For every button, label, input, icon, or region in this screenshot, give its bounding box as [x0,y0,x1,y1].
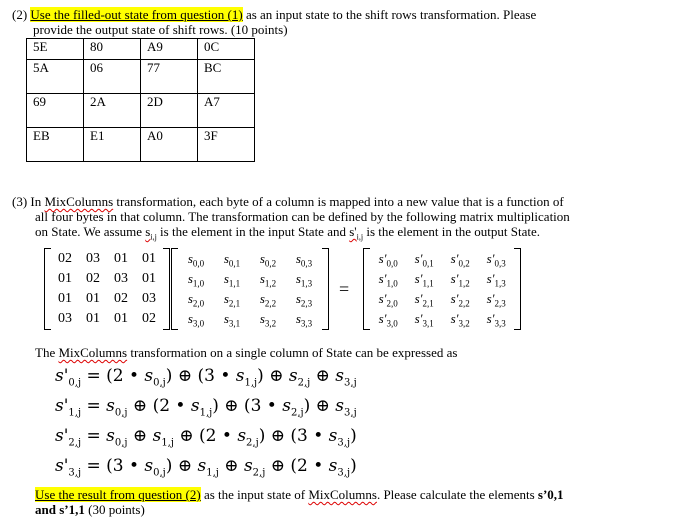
matrix-cell: $s_{3,3}$ [295,311,313,329]
points-text: (30 points) [84,502,145,517]
sij-symbol: s [145,224,151,239]
q3-line3 [35,224,540,245]
left-bracket [363,248,370,330]
q2-state-table [26,38,255,162]
table-cell: A9 [141,39,198,60]
table-cell: 80 [84,39,141,60]
table-row [27,94,255,128]
final-highlight: Use the result from question (2) [35,487,201,502]
q3-text: is the element in the output State. [363,224,541,239]
final-line1 [35,487,564,502]
input-state-matrix [171,248,329,330]
table-cell: 69 [27,94,84,128]
table-cell: 0C [198,39,255,60]
matrix-cell: 01 [58,291,72,306]
table-cell: 5A [27,60,84,94]
equation-row-2: $s'_{2,j} = s_{0,j}$ ⊕ $s_{1,j}$ ⊕ (2 • $s_{2,j}$) ⊕ (3 • $s_{3,j}$) [55,426,357,449]
matrix-cell: 01 [114,311,128,326]
final-line2 [35,502,145,517]
q3-text: on State. We assume [35,224,146,239]
left-bracket [44,248,51,330]
matrix-cell: $s'_{2,3}$ [486,291,506,309]
matrix-cell: $s'_{1,3}$ [486,271,506,289]
table-cell: 2D [141,94,198,128]
matrix-cell: $s_{3,1}$ [223,311,241,329]
table-cell: 77 [141,60,198,94]
single-column-intro [35,345,457,360]
q3-text: The [35,345,59,360]
matrix-cell: $s'_{3,1}$ [414,311,434,329]
matrix-cell: 01 [142,271,156,286]
table-cell: 5E [27,39,84,60]
table-cell: EB [27,128,84,162]
target-element-s11: and s’1,1 [35,502,85,517]
matrix-cell: 01 [86,291,100,306]
matrix-cell: $s_{2,2}$ [259,291,277,309]
right-bracket [514,248,521,330]
matrix-cell: 03 [114,271,128,286]
table-cell: 2A [84,94,141,128]
spij-sub: i,j [356,232,364,242]
matrix-cell: 03 [86,251,100,266]
table-cell: 3F [198,128,255,162]
equals-sign: = [339,278,350,299]
sij-sub: i,j [150,232,157,242]
matrix-cell: $s'_{2,2}$ [450,291,470,309]
equation-row-0: $s'_{0,j} = (2$ • $s_{0,j}$) ⊕ (3 • $s_{1,j}$) ⊕ $s_{2,j}$ ⊕ $s_{3,j}$ [55,366,357,389]
table-cell: A7 [198,94,255,128]
matrix-cell: 02 [86,271,100,286]
matrix-cell: $s'_{1,1}$ [414,271,434,289]
spij-symbol: s' [349,224,357,239]
matrix-cell: 03 [58,311,72,326]
right-bracket [163,248,170,330]
q3-text: transformation, each byte of a column is mapped into a new value that is a function of [113,194,564,209]
q2-line2-text: provide the output state of shift rows. (10 points) [33,22,288,37]
matrix-cell: $s'_{2,1}$ [414,291,434,309]
q3-number: (3) [12,194,28,209]
table-row [27,128,255,162]
matrix-cell: $s_{0,1}$ [223,251,241,269]
matrix-cell: $s_{0,3}$ [295,251,313,269]
matrix-cell: 02 [114,291,128,306]
q3-line2 [35,209,570,224]
matrix-cell: $s'_{2,0}$ [378,291,398,309]
matrix-cell: 01 [114,251,128,266]
matrix-cell: $s_{1,1}$ [223,271,241,289]
q3-line1 [12,194,564,209]
table-cell: BC [198,60,255,94]
mixcolumns-term: MixColumns [308,487,377,502]
matrix-cell: $s_{3,0}$ [187,311,205,329]
equation-row-1: $s'_{1,j} = s_{0,j}$ ⊕ (2 • $s_{1,j}$) ⊕ (3 • $s_{2,j}$) ⊕ $s_{3,j}$ [55,396,357,419]
matrix-cell: $s_{1,0}$ [187,271,205,289]
matrix-equation [44,245,521,333]
table-row [27,39,255,60]
matrix-cell: 01 [58,271,72,286]
coefficient-matrix [44,248,170,330]
right-bracket [322,248,329,330]
table-cell: 06 [84,60,141,94]
matrix-cell: $s_{1,3}$ [295,271,313,289]
table-cell: A0 [141,128,198,162]
spij-term [349,224,364,242]
matrix-cell: $s_{1,2}$ [259,271,277,289]
q2-number: (2) [12,7,28,22]
matrix-cell: $s'_{1,0}$ [378,271,398,289]
table-cell: E1 [84,128,141,162]
matrix-cell: $s'_{1,2}$ [450,271,470,289]
matrix-cell: $s'_{3,2}$ [450,311,470,329]
matrix-cell: $s'_{0,3}$ [486,251,506,269]
matrix-cell: $s'_{0,2}$ [450,251,470,269]
matrix-cell: $s_{3,2}$ [259,311,277,329]
q3-text: is the element in the input State and [156,224,350,239]
matrix-cell: $s_{2,1}$ [223,291,241,309]
q3-text: all four bytes in that column. The transformation can be defined by the following matrix multiplication [35,209,570,224]
matrix-cell: $s_{2,3}$ [295,291,313,309]
q3-text: . Please calculate the elements [376,487,538,502]
matrix-cell: 02 [142,311,156,326]
matrix-cell: 01 [86,311,100,326]
matrix-cell: $s'_{3,0}$ [378,311,398,329]
q2-highlight: Use the filled-out state from question (1) [30,7,243,22]
q2-line2 [33,22,288,37]
q3-text: as the input state of [200,487,309,502]
left-bracket [171,248,178,330]
matrix-cell: $s'_{0,0}$ [378,251,398,269]
matrix-cell: $s_{0,2}$ [259,251,277,269]
mixcolumns-term: MixColumns [58,345,128,360]
matrix-cell: 03 [142,291,156,306]
matrix-cell: $s_{2,0}$ [187,291,205,309]
equation-row-3: $s'_{3,j} = (3$ • $s_{0,j}$) ⊕ $s_{1,j}$ ⊕ $s_{2,j}$ ⊕ (2 • $s_{3,j}$) [55,456,357,479]
output-state-matrix [363,248,521,330]
matrix-cell: 02 [58,251,72,266]
sij-term [145,224,157,242]
q3-text: transformation on a single column of State can be expressed as [127,345,458,360]
matrix-cell: $s'_{0,1}$ [414,251,434,269]
mixcolumns-term: MixColumns [44,194,114,209]
table-row [27,60,255,94]
matrix-cell: $s'_{3,3}$ [486,311,506,329]
q2-line1 [12,7,536,22]
target-element-s01: s’0,1 [537,487,564,502]
matrix-cell: $s_{0,0}$ [187,251,205,269]
matrix-cell: 01 [142,251,156,266]
q2-rest-line1: as an input state to the shift rows transformation. Please [242,7,537,22]
q3-text: In [30,194,45,209]
